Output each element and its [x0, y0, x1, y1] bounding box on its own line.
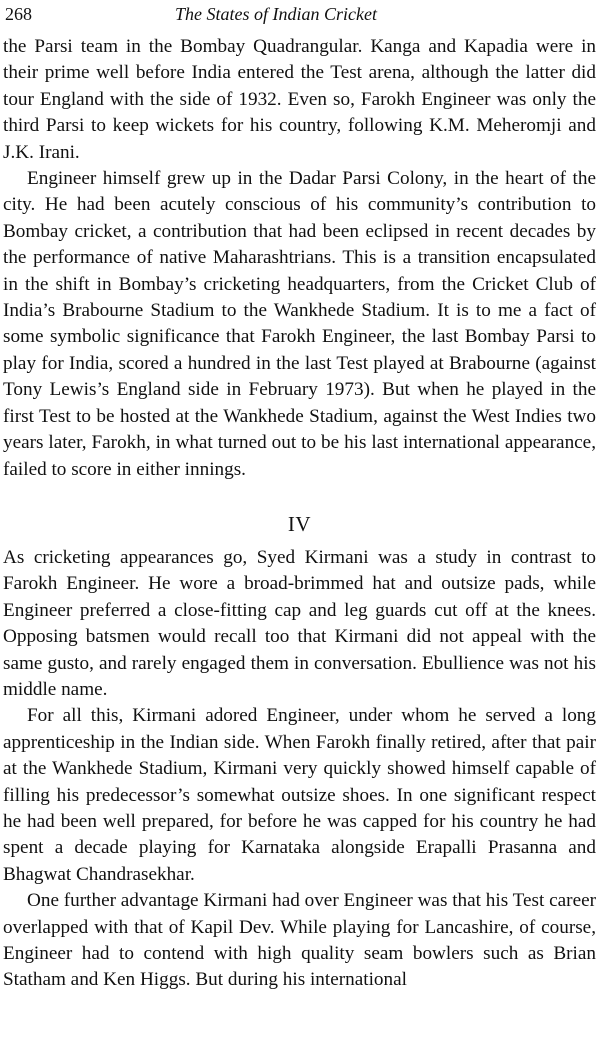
- paragraph-continued: the Parsi team in the Bombay Quadrangular. Kanga and Kapadia were in their prime well before India entered the Test arena, although the latter did tour England with the side of 1932. Even so, Farokh Engineer was only the third Parsi to keep wickets for his country, following K.M. Meheromji and J.K. Irani.: [3, 36, 596, 163]
- paragraph: As cricketing appearances go, Syed Kirmani was a study in contrast to Farokh Engineer. He wore a broad-brimmed hat and outsize pads, while Engineer preferred a close-fitting cap and leg guards cut off at the knees. Opposing batsmen would recall too that Kirmani did not appeal with the same gusto, and rarely engaged them in conversation. Ebullience was not his middle name.: [3, 546, 596, 700]
- paragraph: One further advantage Kirmani had over Engineer was that his Test career overlapped with that of Kapil Dev. While playing for Lancashire, of course, Engineer had to contend with high quality seam bowlers such as Brian Statham and Ken Higgs. But during his international: [3, 890, 596, 991]
- section-heading: IV: [287, 511, 312, 536]
- page-number: 268: [5, 4, 32, 24]
- running-title: The States of Indian Cricket: [175, 4, 377, 24]
- paragraph: For all this, Kirmani adored Engineer, under whom he served a long apprenticeship in the Indian side. When Farokh finally retired, after that pair at the Wankhede Stadium, Kirmani very quickly showed himself capable of filling his predecessor’s somewhat outsize shoes. In one significant respect he had been well prepared, for before he was capped for his country he had spent a decade playing for Karnataka alongside Erapalli Prasanna and Bhagwat Chandrasekhar.: [3, 705, 596, 885]
- running-head: [3, 0, 596, 28]
- paragraph: Engineer himself grew up in the Dadar Parsi Colony, in the heart of the city. He had been acutely conscious of his community’s contribution to Bombay cricket, a contribution that had been eclipsed in recent decades by the performance of native Maharashtrians. This is a transition encapsulated in the shift in Bombay’s cricketing headquarters, from the Cricket Club of India’s Brabourne Stadium to the Wankhede Stadium. It is to me a fact of some symbolic significance that Farokh Engineer, the last Bombay Parsi to play for India, scored a hundred in the last Test played at Brabourne (against Tony Lewis’s England side in February 1973). But when he played in the first Test to be hosted at the Wankhede Stadium, against the West Indies two years later, Farokh, in what turned out to be his last international appearance, failed to score in either innings.: [3, 168, 596, 480]
- body-text: [3, 34, 596, 994]
